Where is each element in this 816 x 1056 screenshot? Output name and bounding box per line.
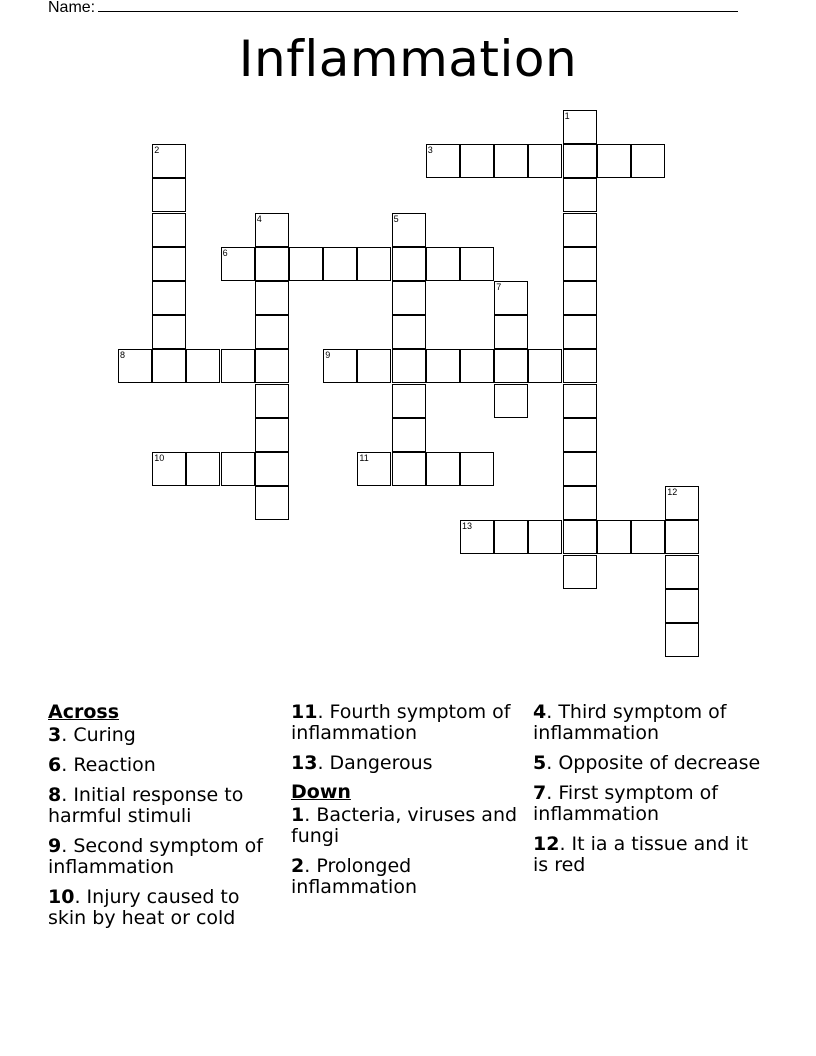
grid-cell[interactable] <box>255 384 289 418</box>
grid-cell[interactable] <box>563 144 597 178</box>
grid-cell[interactable] <box>392 452 426 486</box>
grid-cell[interactable] <box>152 315 186 349</box>
clue-across-13: 13. Dangerous <box>291 752 433 774</box>
clue-number: 13 <box>462 521 473 532</box>
grid-cell[interactable] <box>255 213 289 247</box>
clue-down-1: 1. Bacteria, viruses and fungi <box>291 804 518 847</box>
grid-cell[interactable] <box>460 144 494 178</box>
grid-cell[interactable] <box>563 178 597 212</box>
grid-cell[interactable] <box>494 384 528 418</box>
clue-number: 7 <box>496 282 502 292</box>
grid-cell[interactable] <box>563 315 597 349</box>
grid-cell[interactable] <box>186 349 220 383</box>
grid-cell[interactable] <box>563 486 597 520</box>
grid-cell[interactable] <box>255 315 289 349</box>
grid-cell[interactable] <box>563 452 597 486</box>
grid-cell[interactable] <box>563 520 597 554</box>
clue-across-6: 6. Reaction <box>48 754 156 776</box>
grid-cell[interactable] <box>563 555 597 589</box>
grid-cell[interactable] <box>255 418 289 452</box>
grid-cell[interactable] <box>392 247 426 281</box>
grid-cell[interactable] <box>221 452 255 486</box>
grid-cell[interactable] <box>152 144 186 178</box>
clue-number: 6 <box>222 247 228 258</box>
grid-cell[interactable] <box>255 349 289 383</box>
grid-cell[interactable] <box>357 247 391 281</box>
grid-cell[interactable] <box>563 384 597 418</box>
grid-cell[interactable] <box>186 452 220 486</box>
grid-cell[interactable] <box>426 247 460 281</box>
clue-across-9: 9. Second symptom of inflammation <box>48 835 263 878</box>
grid-cell[interactable] <box>357 452 391 486</box>
grid-cell[interactable] <box>528 144 562 178</box>
clue-number: 11 <box>359 453 369 463</box>
clue-number: 4 <box>256 213 262 224</box>
clue-number: 2 <box>154 145 160 156</box>
grid-cell[interactable] <box>563 213 597 247</box>
clue-number: 10 <box>154 453 165 463</box>
grid-cell[interactable] <box>392 315 426 349</box>
grid-cell[interactable] <box>631 520 665 554</box>
grid-cell[interactable] <box>665 555 699 589</box>
clue-column-3 <box>533 702 768 885</box>
grid-cell[interactable] <box>392 281 426 315</box>
grid-cell[interactable] <box>152 247 186 281</box>
grid-cell[interactable] <box>563 418 597 452</box>
clue-number: 8 <box>120 350 126 361</box>
grid-cell[interactable] <box>494 144 528 178</box>
grid-cell[interactable] <box>563 349 597 383</box>
clue-down-7: 7. First symptom of inflammation <box>533 782 719 825</box>
grid-cell[interactable] <box>460 520 494 554</box>
clue-across-3: 3. Curing <box>48 724 136 746</box>
clue-down-12: 12. It ia a tissue and it is red <box>533 833 749 876</box>
puzzle-title: Inflammation <box>238 30 578 88</box>
grid-cell[interactable] <box>631 144 665 178</box>
grid-cell[interactable] <box>494 520 528 554</box>
grid-cell[interactable] <box>563 281 597 315</box>
grid-cell[interactable] <box>563 110 597 144</box>
grid-cell[interactable] <box>255 486 289 520</box>
clue-number: 12 <box>667 487 678 498</box>
grid-cell[interactable] <box>152 178 186 212</box>
grid-cell[interactable] <box>392 384 426 418</box>
grid-cell[interactable] <box>392 349 426 383</box>
grid-cell[interactable] <box>255 247 289 281</box>
grid-cell[interactable] <box>323 247 357 281</box>
grid-cell[interactable] <box>357 349 391 383</box>
clue-down-4: 4. Third symptom of inflammation <box>533 701 727 744</box>
grid-cell[interactable] <box>665 520 699 554</box>
grid-cell[interactable] <box>289 247 323 281</box>
grid-cell[interactable] <box>152 452 186 486</box>
grid-cell[interactable] <box>392 418 426 452</box>
grid-cell[interactable] <box>665 486 699 520</box>
clue-number: 1 <box>564 111 570 121</box>
grid-cell[interactable] <box>460 247 494 281</box>
grid-cell[interactable] <box>118 349 152 383</box>
grid-cell[interactable] <box>426 452 460 486</box>
clue-number: 9 <box>325 350 331 361</box>
clue-column-1 <box>48 702 283 938</box>
grid-cell[interactable] <box>221 349 255 383</box>
grid-cell[interactable] <box>460 452 494 486</box>
name-label: Name: <box>48 0 96 16</box>
grid-cell[interactable] <box>597 520 631 554</box>
grid-cell[interactable] <box>255 281 289 315</box>
grid-cell[interactable] <box>152 281 186 315</box>
grid-cell[interactable] <box>665 623 699 657</box>
grid-cell[interactable] <box>221 247 255 281</box>
grid-cell[interactable] <box>528 520 562 554</box>
clue-across-8: 8. Initial response to harmful stimuli <box>48 784 244 827</box>
grid-cell[interactable] <box>426 144 460 178</box>
grid-cell[interactable] <box>255 452 289 486</box>
clue-number: 5 <box>393 213 399 224</box>
grid-cell[interactable] <box>665 589 699 623</box>
clue-down-2: 2. Prolonged inflammation <box>291 855 417 898</box>
clue-down-5: 5. Opposite of decrease <box>533 752 761 774</box>
grid-cell[interactable] <box>494 281 528 315</box>
clue-across-11: 11. Fourth symptom of inflammation <box>291 701 511 744</box>
grid-cell[interactable] <box>323 349 357 383</box>
clue-across-10: 10. Injury caused to skin by heat or cold <box>48 886 240 929</box>
grid-cell[interactable] <box>152 349 186 383</box>
grid-cell[interactable] <box>426 349 460 383</box>
across-heading: Across <box>48 701 120 723</box>
grid-cell[interactable] <box>597 144 631 178</box>
grid-cell[interactable] <box>392 213 426 247</box>
grid-cell[interactable] <box>494 349 528 383</box>
grid-cell[interactable] <box>460 349 494 383</box>
grid-cell[interactable] <box>152 213 186 247</box>
clue-column-2 <box>291 702 526 907</box>
grid-cell[interactable] <box>563 247 597 281</box>
grid-cell[interactable] <box>528 349 562 383</box>
clue-number: 3 <box>427 145 433 156</box>
grid-cell[interactable] <box>494 315 528 349</box>
down-heading: Down <box>291 781 351 803</box>
